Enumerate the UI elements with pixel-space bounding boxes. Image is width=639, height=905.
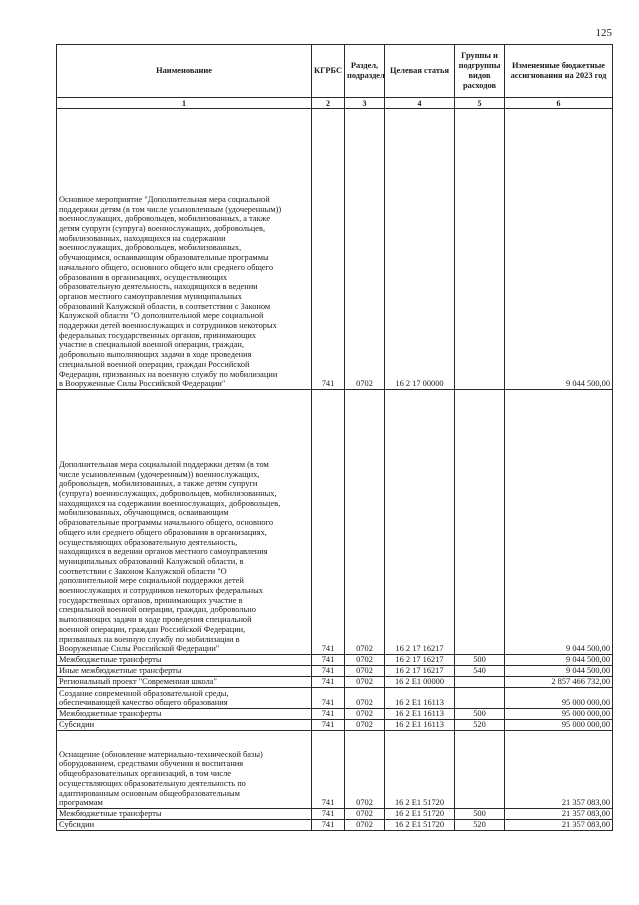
row-group: [455, 688, 505, 709]
row-amount: 9 044 500,00: [505, 390, 613, 655]
row-name: Дополнительная мера социальной поддержки детям (в том числе усыновленным (удочеренным)) военнослужащих, добровольцев, мобилизованных, а также детям супруги (супруга) военнослужащих, добровольцев, мобилизованных, находящихся на содержании военнослужащих, добровольцев, мобилизованных, обучающимся, осваивающим образовательные программы начального общего, основного общего или среднего общего образования в организациях, осуществляющих образовательную деятельность, находящихся в ведении органов местного самоуправления муниципальных образований Калужской области, в соответствии с Законом Калужской области "О дополнительной мере социальной поддержки детей военнослужащих и сотрудников некоторых федеральных государственных органов, принимающих участие в специальной военной операции, граждан, добровольно выполняющих задачи в ходе проведения специальной военной операции, граждан Российской Федерации, призванных на военную службу по мобилизации в Вооруженные Силы Российской Федерации": [57, 390, 312, 655]
row-amount: 9 044 500,00: [505, 109, 613, 390]
row-section: 0702: [345, 688, 385, 709]
row-target: 16 2 Е1 16113: [385, 709, 455, 720]
table-row: [57, 720, 613, 731]
row-group: [455, 731, 505, 809]
row-name: Основное мероприятие "Дополнительная мера социальной поддержки детям (в том числе усыновленным (удочеренным)) военнослужащих, добровольцев, мобилизованных, а также детям супруги (супруга) военнослужащих, добровольцев, мобилизованных, находящихся на содержании военнослужащих, добровольцев, мобилизованных, обучающимся, осваивающим образовательные программы начального общего, основного общего или среднего общего образования в организациях, осуществляющих образовательную деятельность, находящихся в ведении органов местного самоуправления муниципальных образований Калужской области, в соответствии с Законом Калужской области "О дополнительной мере социальной поддержки детей военнослужащих и сотрудников некоторых федеральных государственных органов, принимающих участие в специальной военной операции, граждан, добровольно выполняющих задачи в ходе проведения специальной военной операции, граждан Российской Федерации, призванных на военную службу по мобилизации в Вооруженные Силы Российской Федерации": [57, 109, 312, 390]
row-amount: 9 044 500,00: [505, 666, 613, 677]
row-group: 500: [455, 709, 505, 720]
table-row: [57, 709, 613, 720]
row-group: [455, 109, 505, 390]
table-row: [57, 655, 613, 666]
row-group: 540: [455, 666, 505, 677]
row-amount: 2 857 466 732,00: [505, 677, 613, 688]
row-amount: 9 044 500,00: [505, 655, 613, 666]
row-amount: 95 000 000,00: [505, 688, 613, 709]
row-name: Межбюджетные трансферты: [57, 709, 312, 720]
row-name: Региональный проект "Современная школа": [57, 677, 312, 688]
row-kgrbs: 741: [312, 820, 345, 831]
row-amount: 21 357 083,00: [505, 809, 613, 820]
row-group: [455, 677, 505, 688]
row-section: 0702: [345, 820, 385, 831]
row-section: 0702: [345, 677, 385, 688]
row-group: 500: [455, 655, 505, 666]
row-kgrbs: 741: [312, 731, 345, 809]
row-target: 16 2 17 16217: [385, 666, 455, 677]
header-kgrbs: КГРБС: [312, 45, 345, 98]
table-header: [57, 45, 613, 98]
row-section: 0702: [345, 109, 385, 390]
row-target: 16 2 Е1 16113: [385, 688, 455, 709]
row-section: 0702: [345, 709, 385, 720]
column-number: 5: [455, 98, 505, 109]
row-target: 16 2 Е1 00000: [385, 677, 455, 688]
row-section: 0702: [345, 731, 385, 809]
table-row: [57, 688, 613, 709]
header-name: Наименование: [57, 45, 312, 98]
table-row: [57, 677, 613, 688]
row-amount: 95 000 000,00: [505, 720, 613, 731]
row-kgrbs: 741: [312, 688, 345, 709]
table-row: [57, 809, 613, 820]
row-amount: 21 357 083,00: [505, 731, 613, 809]
row-name: Субсидии: [57, 720, 312, 731]
column-number: 4: [385, 98, 455, 109]
row-target: 16 2 Е1 51720: [385, 731, 455, 809]
column-number: 6: [505, 98, 613, 109]
row-target: 16 2 17 16217: [385, 390, 455, 655]
row-name: Межбюджетные трансферты: [57, 655, 312, 666]
row-name: Субсидии: [57, 820, 312, 831]
row-amount: 21 357 083,00: [505, 820, 613, 831]
row-kgrbs: 741: [312, 109, 345, 390]
row-kgrbs: 741: [312, 666, 345, 677]
header-groups: Группы и подгруппы видов расходов: [455, 45, 505, 98]
column-numbers-row: [57, 98, 613, 109]
row-amount: 95 000 000,00: [505, 709, 613, 720]
row-target: 16 2 Е1 51720: [385, 820, 455, 831]
row-kgrbs: 741: [312, 809, 345, 820]
table-row: [57, 820, 613, 831]
budget-table: [56, 44, 613, 831]
page-number: 125: [595, 27, 612, 39]
row-name: Создание современной образовательной среды, обеспечивающей качество общего образования: [57, 688, 312, 709]
row-group: 520: [455, 820, 505, 831]
table-row: [57, 731, 613, 809]
row-group: 500: [455, 809, 505, 820]
row-target: 16 2 Е1 51720: [385, 809, 455, 820]
row-section: 0702: [345, 655, 385, 666]
column-number: 1: [57, 98, 312, 109]
table-row: [57, 390, 613, 655]
column-number: 3: [345, 98, 385, 109]
row-target: 16 2 17 00000: [385, 109, 455, 390]
row-kgrbs: 741: [312, 677, 345, 688]
row-name: Иные межбюджетные трансферты: [57, 666, 312, 677]
row-section: 0702: [345, 720, 385, 731]
header-amount: Измененные бюджетные ассигнования на 2023 год: [505, 45, 613, 98]
row-name: Межбюджетные трансферты: [57, 809, 312, 820]
header-target: Целевая статья: [385, 45, 455, 98]
table-row: [57, 666, 613, 677]
row-group: 520: [455, 720, 505, 731]
row-section: 0702: [345, 666, 385, 677]
row-section: 0702: [345, 390, 385, 655]
row-kgrbs: 741: [312, 709, 345, 720]
row-section: 0702: [345, 809, 385, 820]
row-kgrbs: 741: [312, 390, 345, 655]
row-kgrbs: 741: [312, 655, 345, 666]
row-kgrbs: 741: [312, 720, 345, 731]
row-group: [455, 390, 505, 655]
table-row: [57, 109, 613, 390]
row-target: 16 2 17 16217: [385, 655, 455, 666]
column-number: 2: [312, 98, 345, 109]
row-target: 16 2 Е1 16113: [385, 720, 455, 731]
header-section: Раздел, подраздел: [345, 45, 385, 98]
row-name: Оснащение (обновление материально-технической базы) оборудованием, средствами обучения и воспитания общеобразовательных организаций, в том числе осуществляющих образовательную деятельность по адаптированным основным общеобразовательным программам: [57, 731, 312, 809]
